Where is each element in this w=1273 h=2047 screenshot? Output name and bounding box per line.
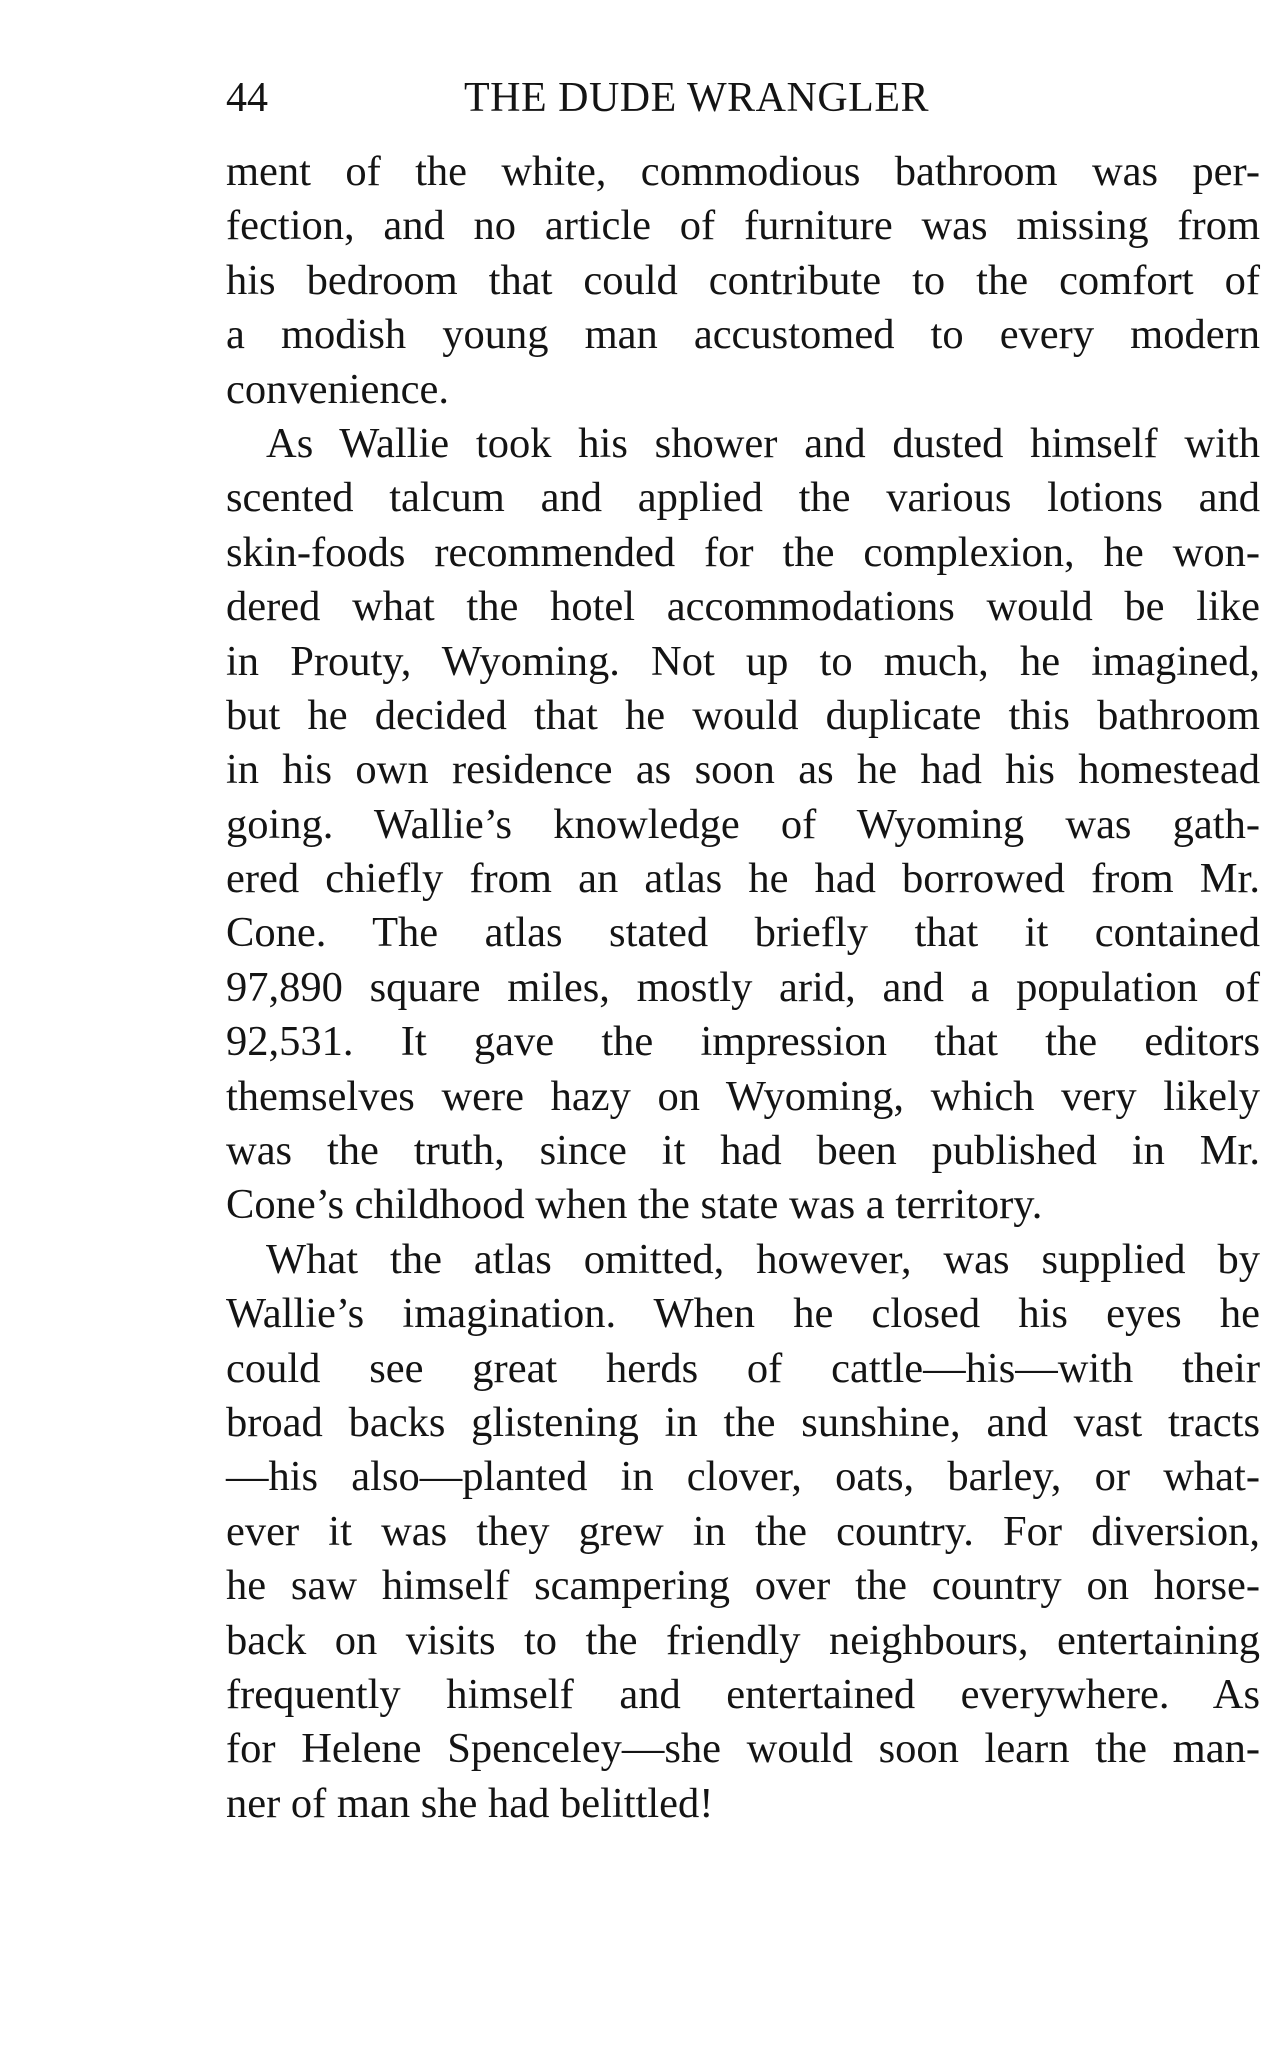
text-line: Cone. The atlas stated briefly that it contained [226,909,1260,957]
text-line: in Prouty, Wyoming. Not up to much, he imagined, [226,637,1260,685]
page-number: 44 [226,75,268,121]
paragraph [226,417,1260,1233]
text-line: could see great herds of cattle—his—with their [226,1344,1260,1392]
text-line: ever it was they grew in the country. For diversion, [226,1507,1260,1555]
text-line: was the truth, since it had been published in Mr. [226,1127,1260,1175]
text-line: going. Wallie’s knowledge of Wyoming was gath- [226,800,1260,848]
text-line: 92,531. It gave the impression that the editors [226,1018,1260,1066]
text-line: a modish young man accustomed to every modern [226,311,1260,359]
text-line: back on visits to the friendly neighbours, entertaining [226,1616,1260,1664]
text-line: skin-foods recommended for the complexion, he won- [226,528,1260,576]
text-line: fection, and no article of furniture was missing from [226,202,1260,250]
text-line: his bedroom that could contribute to the comfort of [226,256,1260,304]
text-line: frequently himself and entertained everywhere. As [226,1670,1260,1718]
text-line: dered what the hotel accommodations would be like [226,583,1260,631]
text-line: Wallie’s imagination. When he closed his eyes he [226,1290,1260,1338]
text-line: 97,890 square miles, mostly arid, and a population of [226,963,1260,1011]
paragraph [226,1233,1260,1831]
text-line: convenience. [226,365,450,413]
text-line: ered chiefly from an atlas he had borrowed from Mr. [226,855,1260,903]
running-head [226,68,1260,128]
text-line: ner of man she had belittled! [226,1779,714,1827]
text-line: As Wallie took his shower and dusted himself with [266,419,1260,467]
text-line: in his own residence as soon as he had his homestead [226,746,1260,794]
body-text [226,145,1260,1831]
text-line: broad backs glistening in the sunshine, and vast tracts [226,1398,1260,1446]
book-title: THE DUDE WRANGLER [464,75,930,121]
text-line: but he decided that he would duplicate this bathroom [226,691,1260,739]
text-line: for Helene Spenceley—she would soon learn the man- [226,1725,1260,1773]
paragraph [226,145,1260,417]
text-line: —his also—planted in clover, oats, barley, or what- [226,1453,1260,1501]
text-line: scented talcum and applied the various lotions and [226,474,1260,522]
text-line: he saw himself scampering over the country on horse- [226,1562,1260,1610]
text-line: ment of the white, commodious bathroom was per- [226,148,1260,195]
text-line: Cone’s childhood when the state was a territory. [226,1181,1043,1229]
text-line: What the atlas omitted, however, was supplied by [266,1235,1260,1283]
text-line: themselves were hazy on Wyoming, which very likely [226,1072,1260,1120]
